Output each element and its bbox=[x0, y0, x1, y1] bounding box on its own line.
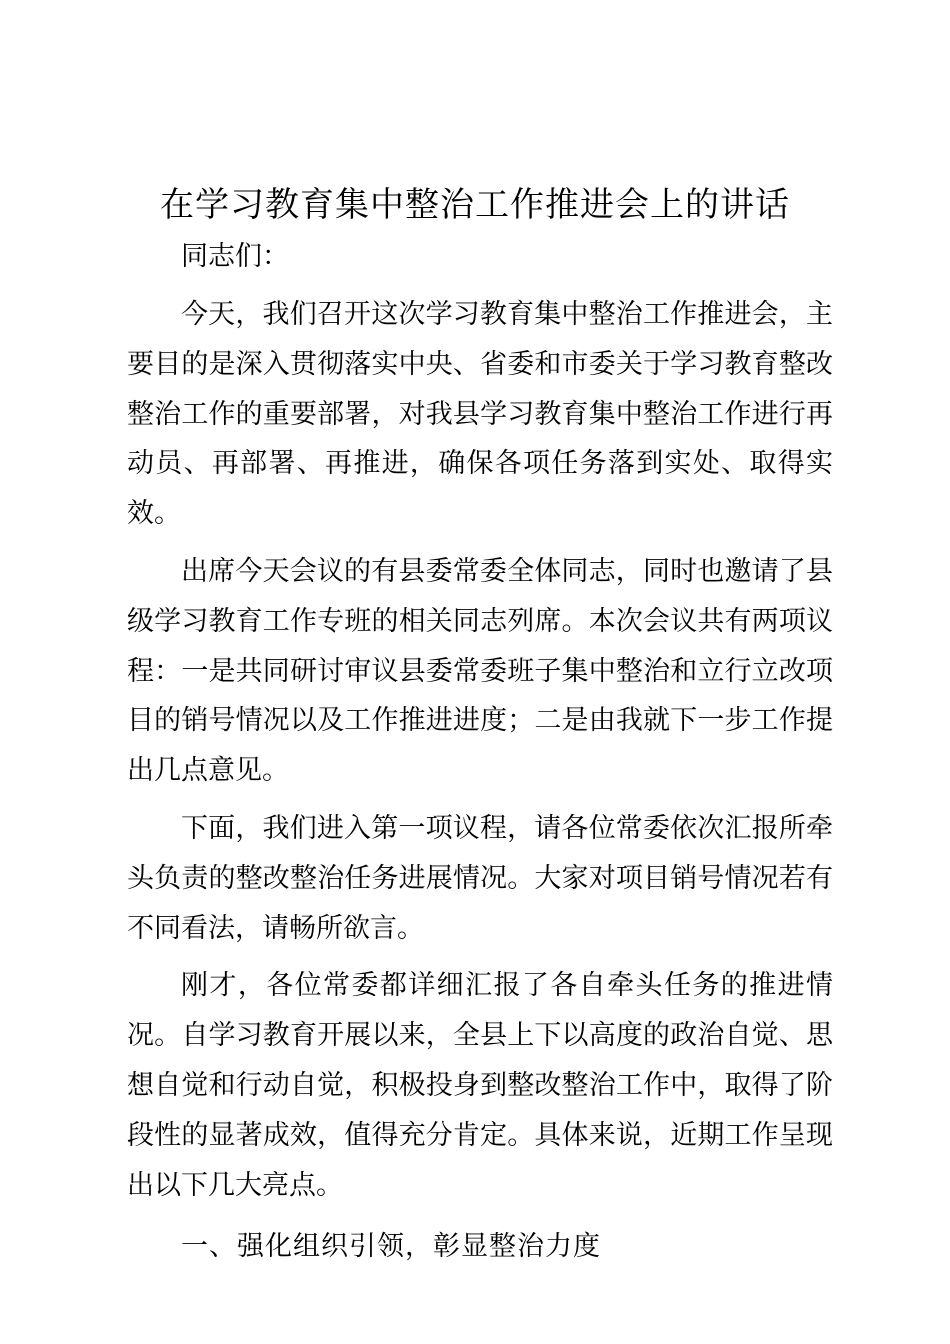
paragraph-attendees-agenda: 出席今天会议的有县委常委全体同志，同时也邀请了县级学习教育工作专班的相关同志列席。本次会议共有两项议程：一是共同研讨审议县委常委班子集中整治和立行立改项目的销号情况以及工作推进进度；二是由我就下一步工作提出几点意见。 bbox=[127, 555, 833, 787]
paragraph-opening: 今天，我们召开这次学习教育集中整治工作推进会，主要目的是深入贯彻落实中央、省委和市委关于学习教育整改整治工作的重要部署，对我县学习教育集中整治工作进行再动员、再部署、再推进，确保各项任务落到实处、取得实效。 bbox=[127, 299, 833, 530]
salutation: 同志们： bbox=[181, 241, 289, 272]
document-title: 在学习教育集中整治工作推进会上的讲话 bbox=[160, 185, 790, 225]
section-heading: 一、强化组织引领，彰显整治力度 bbox=[181, 1231, 601, 1263]
paragraph-achievements: 刚才，各位常委都详细汇报了各自牵头任务的推进情况。自学习教育开展以来，全县上下以高度的政治自觉、思想自觉和行动自觉，积极投身到整改整治工作中，取得了阶段性的显著成效，值得充分肯定。具体来说，近期工作呈现出以下几大亮点。 bbox=[127, 970, 833, 1201]
document-body bbox=[127, 234, 833, 1272]
paragraph-first-agenda-item: 下面，我们进入第一项议程，请各位常委依次汇报所牵头负责的整改整治任务进展情况。大家对项目销号情况若有不同看法，请畅所欲言。 bbox=[127, 812, 833, 944]
